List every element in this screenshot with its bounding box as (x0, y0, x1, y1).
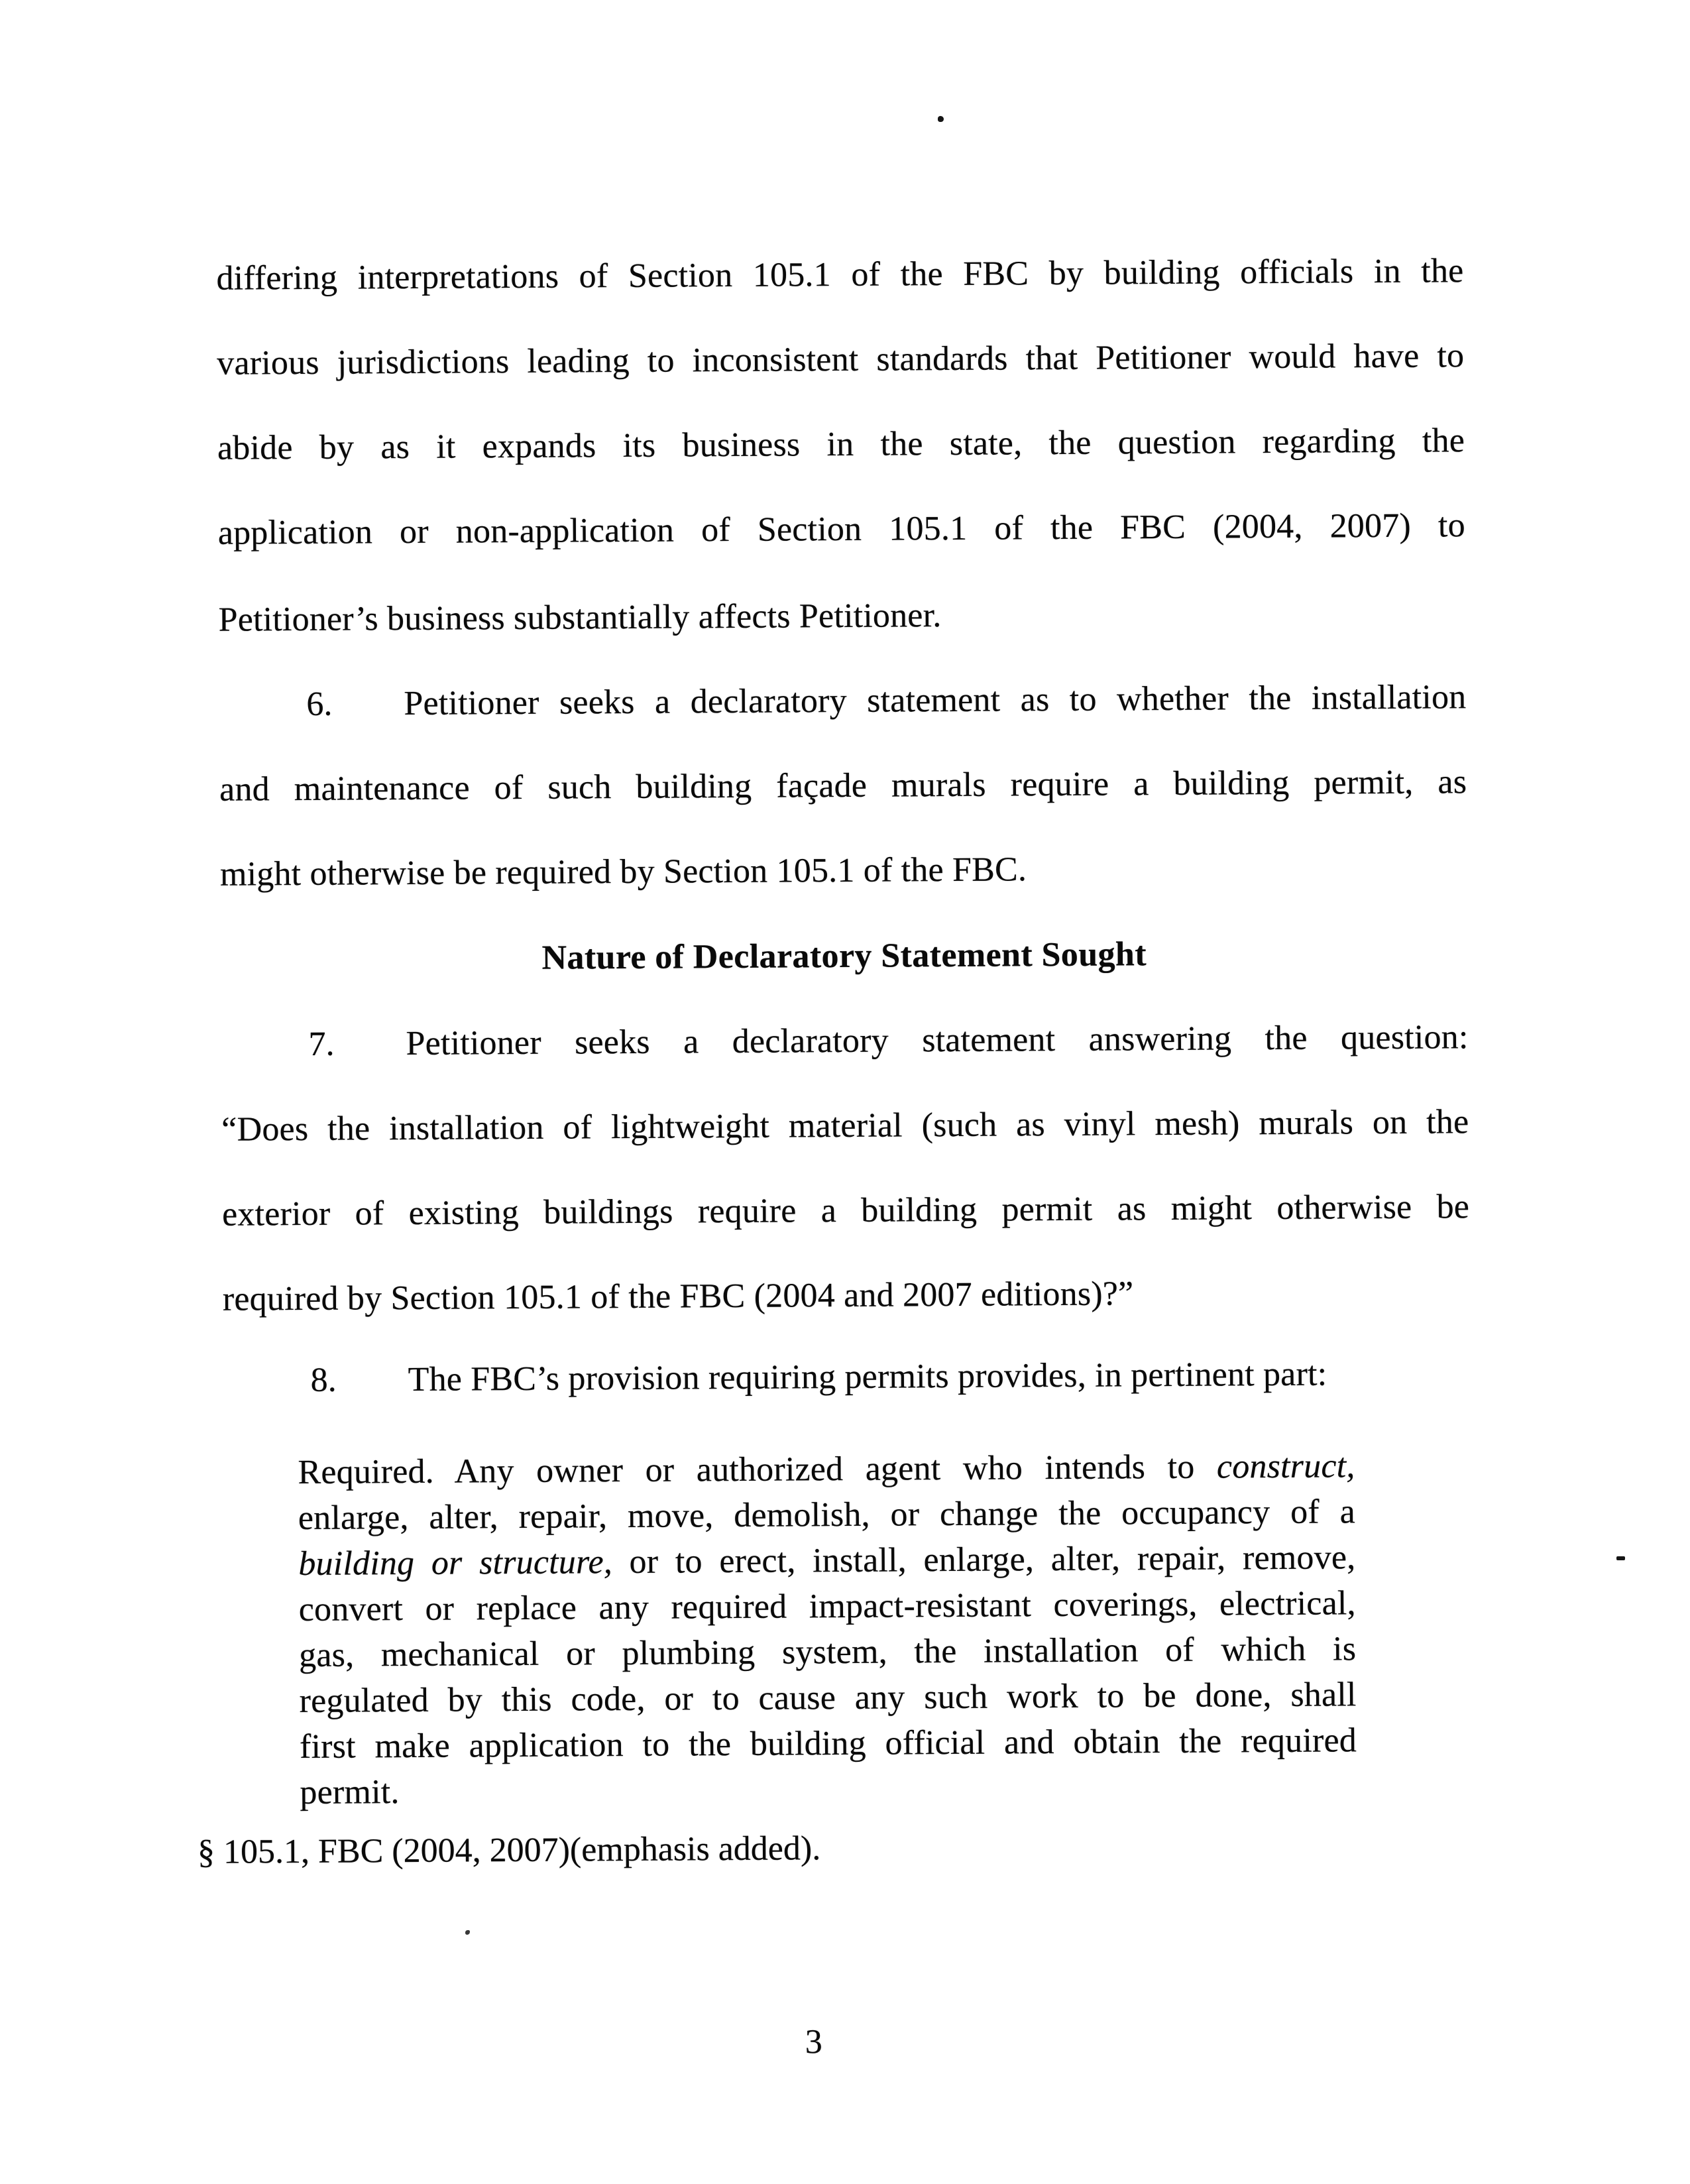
quote-emphasis: construct, (1216, 1447, 1355, 1486)
quote-text: first make application to the building official and obtain the required (299, 1721, 1357, 1766)
block-quote-line (298, 1491, 1355, 1538)
body-line: Petitioner’s business substantially affects Petitioner. (218, 597, 942, 639)
quote-text: Required. Any owner or authorized agent who intends to (298, 1448, 1217, 1492)
block-quote-line (299, 1629, 1356, 1676)
body-line: differing interpretations of Section 105.1 of the FBC by building officials in the (216, 252, 1464, 298)
block-quote-line (300, 1720, 1357, 1767)
quote-text: permit. (300, 1773, 400, 1812)
statute-citation: § 105.1, FBC (2004, 2007)(emphasis added). (197, 1829, 821, 1871)
paragraph-6-line: and maintenance of such building façade murals require a building permit, as (219, 763, 1467, 809)
section-heading: Nature of Declaratory Statement Sought (541, 935, 1147, 977)
body-line: various jurisdictions leading to inconsistent standards that Petitioner would have to (217, 337, 1465, 382)
page-number: 3 (805, 2023, 822, 2061)
paragraph-6-line: might otherwise be required by Section 105.1 of the FBC. (219, 850, 1027, 893)
paragraph-6-number: 6. (306, 685, 333, 723)
paragraph-8-line: The FBC’s provision requiring permits provides, in pertinent part: (408, 1355, 1327, 1399)
paragraph-8-number: 8. (310, 1361, 337, 1399)
paragraph-7-line: Petitioner seeks a declaratory statement answering the question: (406, 1018, 1469, 1063)
body-line: abide by as it expands its business in the state, the question regarding the (217, 422, 1465, 467)
quote-emphasis: building or structure, (298, 1543, 613, 1583)
paragraph-7-number: 7. (308, 1025, 335, 1063)
block-quote-line (299, 1674, 1356, 1721)
block-quote-line (298, 1446, 1355, 1493)
quote-text: enlarge, alter, repair, move, demolish, or change the occupancy of a (298, 1493, 1356, 1538)
scan-artifact-dot (938, 116, 944, 122)
block-quote-line (298, 1537, 1355, 1584)
paragraph-7-line: exterior of existing buildings require a building permit as might otherwise be (221, 1188, 1470, 1234)
paragraph-7-line: “Does the installation of lightweight material (such as vinyl mesh) murals on the (221, 1103, 1469, 1149)
quote-text: or to erect, install, enlarge, alter, repair, remove, (612, 1538, 1356, 1581)
block-quote-line (300, 1766, 1357, 1813)
paragraph-6-line: Petitioner seeks a declaratory statement as to whether the installation (404, 678, 1467, 723)
block-quote-line (299, 1583, 1356, 1630)
quote-text: regulated by this code, or to cause any such work to be done, shall (299, 1676, 1357, 1721)
body-line: application or non-application of Section 105.1 of the FBC (2004, 2007) to (217, 506, 1465, 552)
quote-text: gas, mechanical or plumbing system, the installation of which is (299, 1630, 1357, 1675)
paragraph-7-line: required by Section 105.1 of the FBC (2004 and 2007 editions)?” (222, 1275, 1134, 1318)
scan-artifact-dash (1616, 1556, 1625, 1560)
quote-text: convert or replace any required impact-resistant coverings, electrical, (298, 1584, 1356, 1629)
